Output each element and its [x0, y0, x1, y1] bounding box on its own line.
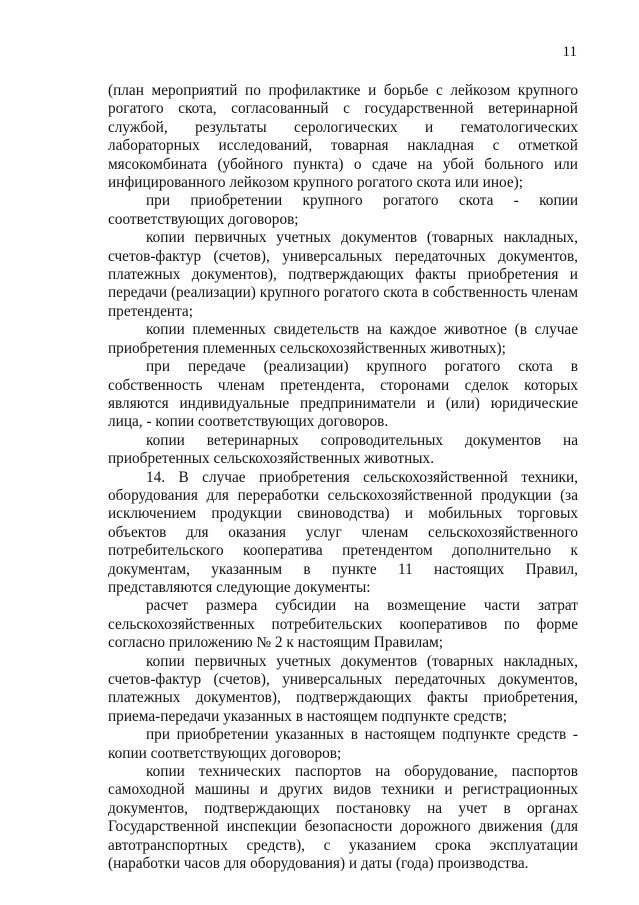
document-body	[108, 82, 578, 873]
paragraph: копии технических паспортов на оборудование, паспортов самоходной машины и других видов техники и регистрационных документов, подтверждающих постановку на учет в органах Государственной инспекции безопасности дорожного движения (для автотранспортных средств), с указанием срока эксплуатации (наработки часов для оборудования) и даты (года) производства.	[108, 763, 578, 873]
page-number: 11	[562, 44, 577, 60]
paragraph: копии первичных учетных документов (товарных накладных, счетов-фактур (счетов), универсальных передаточных документов, платежных документов), подтверждающих факты приобретения, приема-передачи указанных в настоящем подпункте средств;	[108, 652, 578, 725]
paragraph: копии племенных свидетельств на каждое животное (в случае приобретения племенных сельскохозяйственных животных);	[108, 321, 578, 357]
paragraph: 14. В случае приобретения сельскохозяйственной техники, оборудования для переработки сельскохозяйственной продукции (за исключением продукции свиноводства) и мобильных торговых объектов для оказания услуг членам сельскохозяйственного потребительского кооператива претендентом дополнительно к документам, указанным в пункте 11 настоящих Правил, представляются следующие документы:	[108, 468, 578, 596]
paragraph: копии первичных учетных документов (товарных накладных, счетов-фактур (счетов), универсальных передаточных документов, платежных документов), подтверждающих факты приобретения и передачи (реализации) крупного рогатого скота в собственность членам претендента;	[108, 229, 578, 320]
paragraph: при приобретении указанных в настоящем подпункте средств - копии соответствующих договоров;	[108, 726, 578, 762]
paragraph: копии ветеринарных сопроводительных документов на приобретенных сельскохозяйственных животных.	[108, 431, 578, 468]
paragraph: расчет размера субсидии на возмещение части затрат сельскохозяйственных потребительских кооперативов по форме согласно приложению № 2 к настоящим Правилам;	[108, 597, 578, 652]
paragraph: при приобретении крупного рогатого скота - копии соответствующих договоров;	[108, 192, 578, 228]
paragraph: (план мероприятий по профилактике и борьбе с лейкозом крупного рогатого скота, согласованный с государственной ветеринарной службой, результаты серологических и гематологических лабораторных исследований, товарная накладная с отметкой мясокомбината (убойного пункта) о сдаче на убой больного или инфицированного лейкозом крупного рогатого скота или иное);	[108, 82, 578, 192]
paragraph: при передаче (реализации) крупного рогатого скота в собственность членам претендента, сторонами сделок которых являются индивидуальные предприниматели и (или) юридические лица, - копии соответствующих договоров.	[108, 358, 578, 431]
